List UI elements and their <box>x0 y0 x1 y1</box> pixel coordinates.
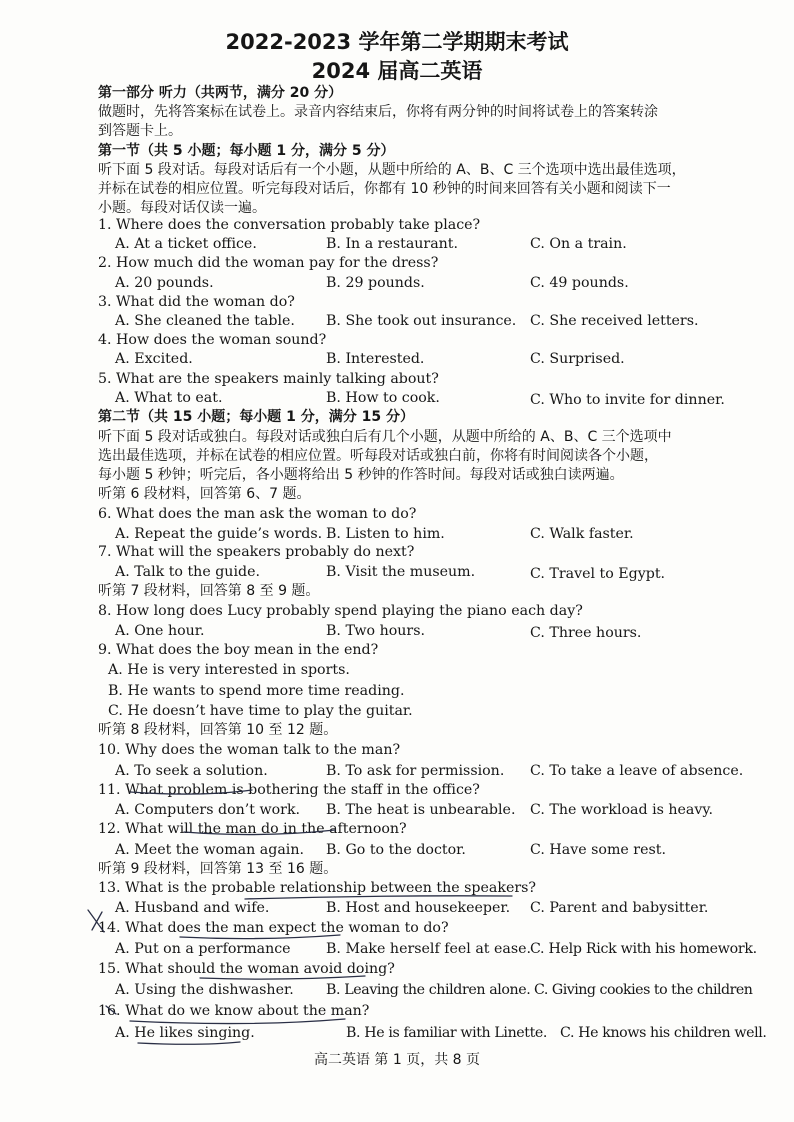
question-5-option-c: C. Who to invite for dinner. <box>530 392 725 408</box>
exam-subtitle: 2024 届高二英语 <box>311 59 483 83</box>
question-12-option-b: B. Go to the doctor. <box>326 842 466 858</box>
question-10-option-b: B. To ask for permission. <box>326 763 505 779</box>
question-8-option-a: A. One hour. <box>115 623 205 639</box>
question-13-option-b: B. Host and housekeeper. <box>326 900 511 916</box>
material-8-heading: 听第 8 段材料，回答第 10 至 12 题。 <box>98 722 338 738</box>
question-7-stem: 7. What will the speakers probably do next? <box>98 544 415 560</box>
question-9-option-c: C. He doesn’t have time to play the guitar. <box>108 703 413 719</box>
question-5-option-b: B. How to cook. <box>326 390 440 406</box>
section1-instruction-line: 听下面 5 段对话。每段对话后有一个小题，从题中所给的 A、B、C 三个选项中选出最佳选项， <box>98 162 686 178</box>
question-2-stem: 2. How much did the woman pay for the dress? <box>98 255 439 271</box>
section1-instruction-line: 并标在试卷的相应位置。听完每段对话后，你都有 10 秒钟的时间来回答有关小题和阅读下一 <box>98 181 671 197</box>
material-6-heading: 听第 6 段材料，回答第 6、7 题。 <box>98 486 311 502</box>
question-1-option-b: B. In a restaurant. <box>326 236 459 252</box>
question-16-option-a: A. He likes singing. <box>115 1025 255 1041</box>
question-9-option-a: A. He is very interested in sports. <box>108 662 350 678</box>
question-6-option-c: C. Walk faster. <box>530 526 634 542</box>
question-1-option-c: C. On a train. <box>530 236 627 252</box>
question-16-stem: 16. What do we know about the man? <box>98 1003 370 1019</box>
question-10-option-c: C. To take a leave of absence. <box>530 763 744 779</box>
question-4-stem: 4. How does the woman sound? <box>98 332 327 348</box>
part1-heading: 第一部分 听力（共两节，满分 20 分） <box>98 85 343 101</box>
section1-heading: 第一节（共 5 小题；每小题 1 分，满分 5 分） <box>98 143 395 159</box>
question-6-stem: 6. What does the man ask the woman to do? <box>98 506 417 522</box>
question-12-option-a: A. Meet the woman again. <box>115 842 304 858</box>
question-8-option-c: C. Three hours. <box>530 625 642 641</box>
page-footer: 高二英语 第 1 页，共 8 页 <box>313 1052 481 1068</box>
question-11-option-b: B. The heat is unbearable. <box>326 802 516 818</box>
material-9-heading: 听第 9 段材料，回答第 13 至 16 题。 <box>98 861 338 877</box>
question-7-option-b: B. Visit the museum. <box>326 564 476 580</box>
question-15-option-c: C. Giving cookies to the children <box>534 982 753 998</box>
question-2-option-b: B. 29 pounds. <box>326 275 425 291</box>
question-10-stem: 10. Why does the woman talk to the man? <box>98 742 401 758</box>
question-15-stem: 15. What should the woman avoid doing? <box>98 961 395 977</box>
question-1-option-a: A. At a ticket office. <box>115 236 257 252</box>
question-1-stem: 1. Where does the conversation probably take place? <box>98 217 481 233</box>
question-11-option-a: A. Computers don’t work. <box>115 802 301 818</box>
exam-title: 2022-2023 学年第二学期期末考试 <box>225 30 569 54</box>
question-16-option-b: B. He is familiar with Linette. <box>346 1025 548 1041</box>
question-11-stem: 11. What problem is bothering the staff in the office? <box>98 782 480 798</box>
question-9-stem: 9. What does the boy mean in the end? <box>98 642 379 658</box>
question-4-option-b: B. Interested. <box>326 351 425 367</box>
part1-instruction-line: 做题时，先将答案标在试卷上。录音内容结束后，你将有两分钟的时间将试卷上的答案转涂 <box>98 104 658 120</box>
question-9-option-b: B. He wants to spend more time reading. <box>108 683 405 699</box>
question-16-option-c: C. He knows his children well. <box>560 1025 767 1041</box>
question-14-option-b: B. Make herself feel at ease. <box>326 941 532 957</box>
question-11-option-c: C. The workload is heavy. <box>530 802 714 818</box>
question-14-option-c: C. Help Rick with his homework. <box>530 941 757 957</box>
question-12-stem: 12. What will the man do in the afternoon? <box>98 821 407 837</box>
section1-instruction-line: 小题。每段对话仅读一遍。 <box>98 200 266 216</box>
question-6-option-b: B. Listen to him. <box>326 526 445 542</box>
question-13-option-a: A. Husband and wife. <box>115 900 270 916</box>
question-3-option-c: C. She received letters. <box>530 313 699 329</box>
question-4-option-a: A. Excited. <box>115 351 193 367</box>
question-3-stem: 3. What did the woman do? <box>98 294 295 310</box>
question-5-option-a: A. What to eat. <box>115 390 223 406</box>
question-15-option-a: A. Using the dishwasher. <box>115 982 294 998</box>
question-13-option-c: C. Parent and babysitter. <box>530 900 709 916</box>
part1-instruction-line: 到答题卡上。 <box>98 123 182 139</box>
section2-instruction-line: 每小题 5 秒钟；听完后，各小题将给出 5 秒钟的作答时间。每段对话或独白读两遍。 <box>98 467 624 483</box>
question-3-option-b: B. She took out insurance. <box>326 313 517 329</box>
question-7-option-c: C. Travel to Egypt. <box>530 566 666 582</box>
question-10-option-a: A. To seek a solution. <box>115 763 268 779</box>
question-4-option-c: C. Surprised. <box>530 351 625 367</box>
question-2-option-c: C. 49 pounds. <box>530 275 629 291</box>
question-2-option-a: A. 20 pounds. <box>115 275 214 291</box>
section2-instruction-line: 听下面 5 段对话或独白。每段对话或独白后有几个小题，从题中所给的 A、B、C 三个选项中 <box>98 429 672 445</box>
question-14-option-a: A. Put on a performance <box>115 941 291 957</box>
question-8-option-b: B. Two hours. <box>326 623 425 639</box>
section2-heading: 第二节（共 15 小题；每小题 1 分，满分 15 分） <box>98 409 414 425</box>
question-13-stem: 13. What is the probable relationship between the speakers? <box>98 880 537 896</box>
section2-instruction-line: 选出最佳选项，并标在试卷的相应位置。听每段对话或独白前，你将有时间阅读各个小题， <box>98 448 658 464</box>
question-6-option-a: A. Repeat the guide’s words. <box>115 526 323 542</box>
question-12-option-c: C. Have some rest. <box>530 842 666 858</box>
question-15-option-b: B. Leaving the children alone. <box>326 982 531 998</box>
question-3-option-a: A. She cleaned the table. <box>115 313 295 329</box>
question-8-stem: 8. How long does Lucy probably spend playing the piano each day? <box>98 603 583 619</box>
question-5-stem: 5. What are the speakers mainly talking about? <box>98 371 439 387</box>
question-7-option-a: A. Talk to the guide. <box>115 564 260 580</box>
question-14-stem: 14. What does the man expect the woman to do? <box>98 920 449 936</box>
material-7-heading: 听第 7 段材料，回答第 8 至 9 题。 <box>98 583 320 599</box>
